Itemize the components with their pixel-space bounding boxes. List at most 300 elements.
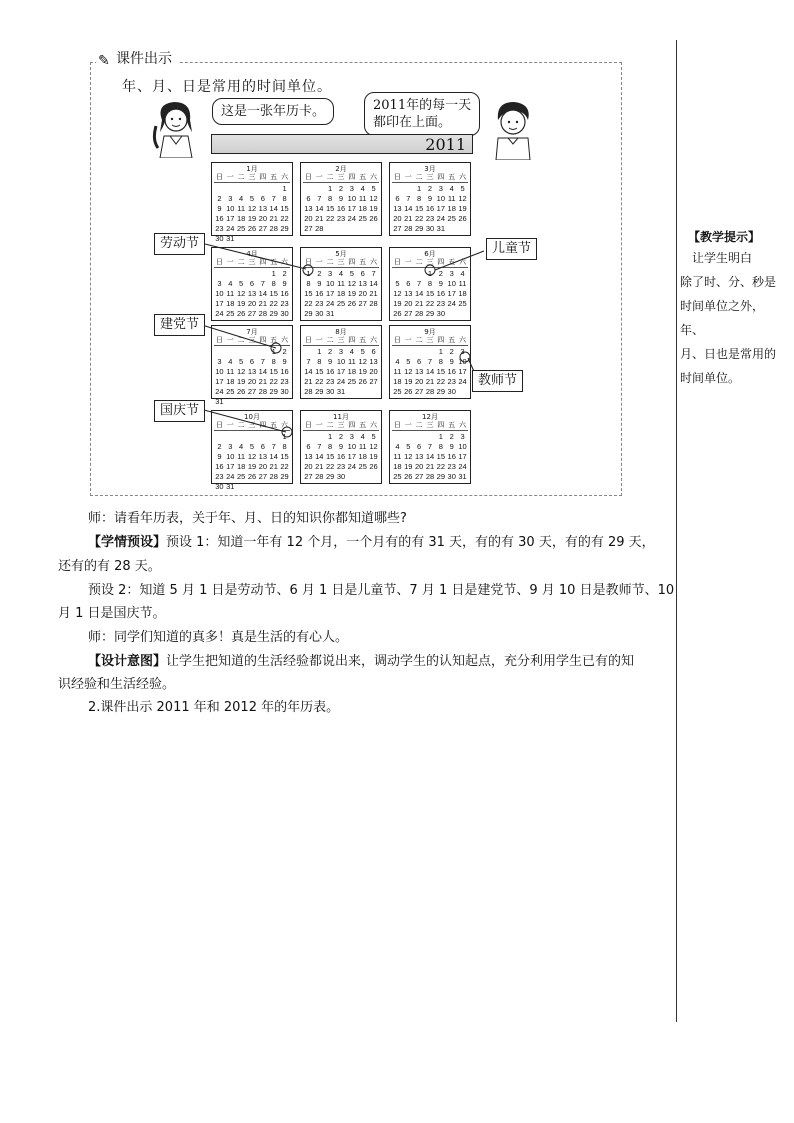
- day-cell: 9: [427, 194, 433, 203]
- label-party-day: [154, 314, 205, 336]
- weekday-label: 日: [215, 258, 223, 266]
- day-cell: 13: [414, 452, 424, 461]
- day-cell: 13: [247, 289, 257, 298]
- day-cell: 15: [269, 289, 278, 298]
- day-cell: 8: [417, 194, 422, 203]
- weekday-label: 一: [226, 336, 234, 344]
- day-cell: 27: [258, 224, 268, 233]
- day-cell: 25: [236, 472, 246, 481]
- day-cell: 25: [393, 472, 402, 481]
- day-cell: 13: [358, 279, 367, 288]
- day-cell: 18: [236, 462, 246, 471]
- day-cell: 7: [427, 442, 433, 451]
- day-cell: 4: [360, 184, 365, 193]
- day-cell: 21: [414, 299, 424, 308]
- weekday-label: 日: [393, 258, 401, 266]
- day-cell: 3: [328, 269, 333, 278]
- weekday-label: 三: [426, 421, 434, 429]
- weekday-label: 五: [270, 421, 278, 429]
- day-cell: 4: [349, 347, 354, 356]
- weekday-label: 四: [437, 336, 445, 344]
- day-cell: 23: [336, 462, 346, 471]
- weekday-label: 三: [337, 421, 345, 429]
- day-cell: 14: [269, 452, 278, 461]
- teaching-tip-title: 【教学提示】: [688, 230, 761, 244]
- weekday-label: 一: [404, 173, 412, 181]
- day-cell: 27: [304, 224, 313, 233]
- weekday-label: 三: [426, 258, 434, 266]
- day-cell: 6: [249, 279, 255, 288]
- day-cell: 3: [338, 347, 344, 356]
- day-cell: 18: [347, 367, 357, 376]
- weekday-label: 三: [337, 258, 345, 266]
- day-cell: 12: [358, 357, 367, 366]
- day-cell: 18: [358, 452, 367, 461]
- day-cell: 28: [315, 472, 324, 481]
- day-cell: 3: [460, 432, 465, 441]
- day-cell: 2: [217, 442, 222, 451]
- weekday-label: 五: [359, 173, 367, 181]
- label-national-day: [154, 400, 205, 422]
- day-cell: 2: [282, 347, 287, 356]
- weekday-label: 六: [369, 336, 377, 344]
- day-cell: 17: [458, 367, 467, 376]
- day-cell: 24: [347, 214, 357, 223]
- day-cell: 9: [317, 279, 322, 288]
- day-cell: 19: [404, 462, 413, 471]
- day-cell: 23: [447, 462, 456, 471]
- day-cell: 5: [395, 279, 400, 288]
- weekday-label: 五: [448, 336, 456, 344]
- day-cell: 26: [247, 472, 257, 481]
- day-cell: 2: [338, 432, 344, 441]
- paragraph-design-intent-cont: 识经验和生活经验。: [58, 677, 176, 692]
- day-cell: 20: [304, 214, 313, 223]
- day-cell: 16: [336, 452, 346, 461]
- day-cell: 1: [328, 184, 333, 193]
- day-cell: 3: [228, 442, 233, 451]
- weekday-label: 六: [369, 421, 377, 429]
- day-cell: 2: [449, 347, 454, 356]
- day-cell: 10: [458, 442, 467, 451]
- day-cell: 27: [358, 299, 367, 308]
- day-cell: 10: [447, 279, 456, 288]
- day-cell: 19: [236, 299, 246, 308]
- day-cell: 15: [436, 452, 446, 461]
- month-name: 7月: [246, 328, 258, 336]
- weekday-label: 二: [326, 173, 334, 181]
- day-cell: 24: [226, 472, 235, 481]
- day-cell: 21: [425, 377, 435, 386]
- day-cell: 22: [315, 377, 324, 386]
- day-cell: 13: [258, 204, 268, 213]
- day-cell: 11: [458, 279, 467, 288]
- day-cell: 16: [215, 462, 224, 471]
- day-cell: 14: [304, 367, 313, 376]
- pencil-icon: ✎: [98, 53, 110, 69]
- month-name: 9月: [424, 328, 436, 336]
- day-cell: 10: [436, 194, 446, 203]
- day-cell: 13: [258, 452, 268, 461]
- day-cell: 27: [247, 309, 257, 318]
- day-cell: 29: [436, 472, 446, 481]
- day-cell: 21: [269, 214, 278, 223]
- day-cell: 15: [280, 204, 289, 213]
- month-name: 4月: [246, 250, 258, 258]
- day-cell: 26: [369, 462, 378, 471]
- day-cell: 7: [317, 442, 322, 451]
- day-cell: 2: [338, 184, 344, 193]
- day-cell: 28: [269, 224, 278, 233]
- day-cell: 15: [414, 204, 424, 213]
- day-cell: 12: [247, 452, 257, 461]
- day-cell: 23: [447, 377, 456, 386]
- day-cell: 11: [393, 452, 402, 461]
- tag-student-preset: 【学情预设】: [88, 535, 167, 550]
- day-cell: 21: [269, 462, 278, 471]
- day-cell: 3: [228, 194, 233, 203]
- day-cell: 19: [404, 377, 413, 386]
- weekday-label: 三: [248, 336, 256, 344]
- day-cell: 27: [247, 387, 257, 396]
- day-cell: 1: [438, 432, 443, 441]
- day-cell: 16: [280, 289, 289, 298]
- day-cell: 19: [393, 299, 402, 308]
- day-cell: 26: [236, 387, 246, 396]
- day-cell: 26: [404, 472, 413, 481]
- day-cell: 23: [336, 214, 346, 223]
- year-label: 2011: [425, 135, 466, 154]
- day-cell: 11: [447, 194, 456, 203]
- day-cell: 6: [406, 279, 411, 288]
- day-cell: 19: [236, 377, 246, 386]
- day-cell: 18: [358, 204, 367, 213]
- day-cell: 6: [260, 194, 265, 203]
- day-cell: 31: [226, 482, 235, 491]
- day-cell: 26: [404, 387, 413, 396]
- day-cell: 20: [358, 289, 367, 298]
- weekday-label: 五: [270, 173, 278, 181]
- day-cell: 24: [336, 377, 346, 386]
- weekday-label: 一: [226, 173, 234, 181]
- day-cell: 30: [325, 387, 335, 396]
- weekday-label: 二: [237, 336, 245, 344]
- month-name: 5月: [335, 250, 347, 258]
- weekday-label: 日: [215, 421, 223, 429]
- day-cell: 4: [239, 194, 244, 203]
- day-cell: 22: [436, 377, 446, 386]
- day-cell: 8: [271, 357, 276, 366]
- day-cell: 30: [447, 472, 456, 481]
- day-cell: 20: [369, 367, 378, 376]
- teaching-tip-line: 除了时、分、秒是: [680, 275, 777, 289]
- weekday-label: 四: [437, 173, 445, 181]
- day-cell: 27: [404, 309, 413, 318]
- day-cell: 13: [369, 357, 378, 366]
- teaching-tip-line: 时间单位。: [680, 371, 741, 385]
- day-cell: 9: [449, 442, 454, 451]
- day-cell: 25: [226, 387, 235, 396]
- day-cell: 26: [236, 309, 246, 318]
- day-cell: 10: [226, 204, 235, 213]
- day-cell: 30: [336, 472, 346, 481]
- month-name: 1月: [246, 165, 258, 173]
- day-cell: 29: [280, 472, 289, 481]
- day-cell: 26: [369, 214, 378, 223]
- weekday-label: 一: [404, 258, 412, 266]
- day-cell: 25: [393, 387, 402, 396]
- day-cell: 11: [226, 367, 235, 376]
- day-cell: 3: [349, 432, 354, 441]
- day-cell: 15: [315, 367, 324, 376]
- weekday-label: 日: [215, 173, 223, 181]
- day-cell: 14: [369, 279, 378, 288]
- day-cell: 15: [436, 367, 446, 376]
- weekday-label: 日: [304, 258, 312, 266]
- day-cell: 27: [258, 472, 268, 481]
- teaching-tip-line: 月、日也是常用的: [680, 347, 777, 361]
- day-cell: 8: [438, 357, 443, 366]
- day-cell: 30: [280, 309, 289, 318]
- day-cell: 8: [317, 357, 322, 366]
- day-cell: 31: [215, 397, 224, 406]
- day-cell: 6: [249, 357, 255, 366]
- day-cell: 21: [258, 377, 268, 386]
- day-cell: 24: [226, 224, 235, 233]
- day-cell: 7: [306, 357, 311, 366]
- day-cell: 25: [458, 299, 467, 308]
- day-cell: 4: [338, 269, 344, 278]
- day-cell: 2: [317, 269, 322, 278]
- day-cell: 22: [325, 214, 335, 223]
- speech-bubble-left-text: 这是一张年历卡。: [221, 104, 326, 119]
- weekday-label: 一: [226, 258, 234, 266]
- day-cell: 1: [282, 184, 287, 193]
- day-cell: 30: [215, 482, 224, 491]
- day-cell: 23: [315, 299, 324, 308]
- weekday-label: 四: [437, 258, 445, 266]
- day-cell: 24: [436, 214, 446, 223]
- day-cell: 9: [328, 357, 333, 366]
- speech-bubble-right-line1: 2011年的每一天: [373, 98, 472, 113]
- day-cell: 17: [347, 452, 357, 461]
- day-cell: 18: [393, 462, 402, 471]
- day-cell: 24: [458, 377, 467, 386]
- day-cell: 24: [325, 299, 335, 308]
- day-cell: 24: [215, 309, 224, 318]
- day-cell: 10: [215, 289, 224, 298]
- day-cell: 17: [458, 452, 467, 461]
- month-name: 10月: [244, 413, 260, 421]
- day-cell: 13: [414, 367, 424, 376]
- day-cell: 29: [269, 309, 278, 318]
- day-cell: 1: [282, 432, 287, 441]
- day-cell: 14: [258, 367, 268, 376]
- day-cell: 21: [425, 462, 435, 471]
- day-cell: 3: [438, 184, 443, 193]
- weekday-label: 二: [415, 258, 423, 266]
- weekday-label: 四: [259, 421, 267, 429]
- weekday-label: 四: [348, 258, 356, 266]
- day-cell: 9: [338, 194, 344, 203]
- label-labor-day: [154, 233, 205, 255]
- day-cell: 7: [427, 357, 433, 366]
- weekday-label: 五: [448, 258, 456, 266]
- day-cell: 8: [328, 194, 333, 203]
- weekday-label: 日: [393, 336, 401, 344]
- day-cell: 13: [304, 452, 313, 461]
- weekday-label: 五: [448, 421, 456, 429]
- weekday-label: 二: [237, 258, 245, 266]
- day-cell: 26: [358, 377, 367, 386]
- day-cell: 9: [282, 357, 287, 366]
- day-cell: 2: [328, 347, 333, 356]
- day-cell: 11: [237, 452, 246, 461]
- day-cell: 17: [325, 289, 335, 298]
- day-cell: 23: [325, 377, 335, 386]
- weekday-label: 六: [280, 173, 288, 181]
- day-cell: 10: [347, 442, 357, 451]
- weekday-label: 三: [426, 173, 434, 181]
- day-cell: 21: [258, 299, 268, 308]
- day-cell: 18: [393, 377, 402, 386]
- day-cell: 11: [337, 279, 345, 288]
- weekday-label: 日: [304, 173, 312, 181]
- day-cell: 11: [347, 357, 356, 366]
- day-cell: 16: [325, 367, 335, 376]
- weekday-label: 五: [270, 258, 278, 266]
- day-cell: 16: [425, 204, 435, 213]
- weekday-label: 一: [315, 421, 323, 429]
- day-cell: 25: [236, 224, 246, 233]
- day-cell: 14: [258, 289, 268, 298]
- day-cell: 27: [369, 377, 378, 386]
- day-cell: 31: [336, 387, 346, 396]
- day-cell: 30: [215, 234, 224, 243]
- day-cell: 6: [260, 442, 265, 451]
- day-cell: 25: [336, 299, 346, 308]
- day-cell: 31: [325, 309, 335, 318]
- day-cell: 2: [282, 269, 287, 278]
- day-cell: 12: [458, 194, 467, 203]
- day-cell: 11: [237, 204, 246, 213]
- day-cell: 21: [315, 462, 324, 471]
- weekday-label: 六: [458, 258, 466, 266]
- paragraph-design-intent: [88, 651, 634, 673]
- day-cell: 2: [217, 194, 222, 203]
- weekday-label: 六: [369, 173, 377, 181]
- label-labor-day-text: 劳动节: [160, 236, 200, 251]
- day-cell: 18: [226, 377, 235, 386]
- day-cell: 2: [427, 184, 433, 193]
- day-cell: 22: [280, 214, 289, 223]
- day-cell: 29: [325, 472, 335, 481]
- day-cell: 4: [228, 279, 233, 288]
- day-cell: 15: [280, 452, 289, 461]
- day-cell: 8: [271, 279, 276, 288]
- day-cell: 11: [358, 442, 367, 451]
- day-cell: 19: [347, 289, 357, 298]
- day-cell: 1: [271, 347, 276, 356]
- day-cell: 5: [239, 279, 244, 288]
- label-teachers-day: [472, 370, 523, 392]
- weekday-label: 五: [448, 173, 456, 181]
- day-cell: 11: [358, 194, 367, 203]
- day-cell: 20: [304, 462, 313, 471]
- day-cell: 17: [226, 462, 235, 471]
- day-cell: 26: [347, 299, 357, 308]
- day-cell: 6: [417, 442, 422, 451]
- day-cell: 31: [436, 224, 446, 233]
- day-cell: 19: [247, 214, 257, 223]
- day-cell: 23: [215, 224, 224, 233]
- weekday-label: 六: [369, 258, 377, 266]
- day-cell: 28: [315, 224, 324, 233]
- month-name: 3月: [424, 165, 436, 173]
- day-cell: 5: [460, 184, 465, 193]
- day-cell: 14: [269, 204, 278, 213]
- label-national-day-text: 国庆节: [160, 403, 200, 418]
- day-cell: 19: [458, 204, 467, 213]
- weekday-label: 一: [315, 173, 323, 181]
- day-cell: 21: [369, 289, 378, 298]
- day-cell: 4: [460, 269, 465, 278]
- day-cell: 12: [404, 367, 413, 376]
- day-cell: 10: [336, 357, 346, 366]
- day-cell: 28: [425, 472, 435, 481]
- day-cell: 16: [447, 452, 456, 461]
- day-cell: 25: [226, 309, 235, 318]
- day-cell: 29: [414, 224, 424, 233]
- day-cell: 12: [236, 289, 246, 298]
- day-cell: 14: [414, 289, 424, 298]
- day-cell: 28: [369, 299, 378, 308]
- day-cell: 30: [436, 309, 446, 318]
- day-cell: 23: [280, 377, 289, 386]
- day-cell: 22: [325, 462, 335, 471]
- weekday-label: 二: [415, 421, 423, 429]
- day-cell: 19: [358, 367, 367, 376]
- day-cell: 22: [269, 377, 278, 386]
- day-cell: 3: [449, 269, 454, 278]
- month-name: 11月: [333, 413, 349, 421]
- month-name: 6月: [424, 250, 436, 258]
- weekday-label: 四: [259, 173, 267, 181]
- day-cell: 18: [236, 214, 246, 223]
- day-cell: 5: [349, 269, 354, 278]
- day-cell: 9: [338, 442, 344, 451]
- day-cell: 5: [371, 184, 376, 193]
- month-name: 2月: [335, 165, 347, 173]
- day-cell: 27: [414, 472, 424, 481]
- day-cell: 10: [325, 279, 335, 288]
- day-cell: 21: [315, 214, 324, 223]
- label-party-day-text: 建党节: [160, 317, 200, 332]
- day-cell: 5: [249, 442, 255, 451]
- day-cell: 20: [414, 377, 424, 386]
- day-cell: 4: [228, 357, 233, 366]
- day-cell: 1: [306, 269, 311, 278]
- day-cell: 13: [404, 289, 413, 298]
- day-cell: 17: [336, 367, 346, 376]
- courseware-intro: 年、月、日是常用的时间单位。: [122, 79, 332, 95]
- day-cell: 18: [336, 289, 346, 298]
- weekday-label: 二: [237, 421, 245, 429]
- day-cell: 15: [325, 452, 335, 461]
- preset-1-text: 预设 1：知道一年有 12 个月，一个月有的有 31 天，有的有 30 天，有的有 29 天，: [166, 535, 655, 550]
- paragraph-preset-1-cont: 还有的有 28 天。: [58, 559, 161, 574]
- day-cell: 4: [360, 432, 365, 441]
